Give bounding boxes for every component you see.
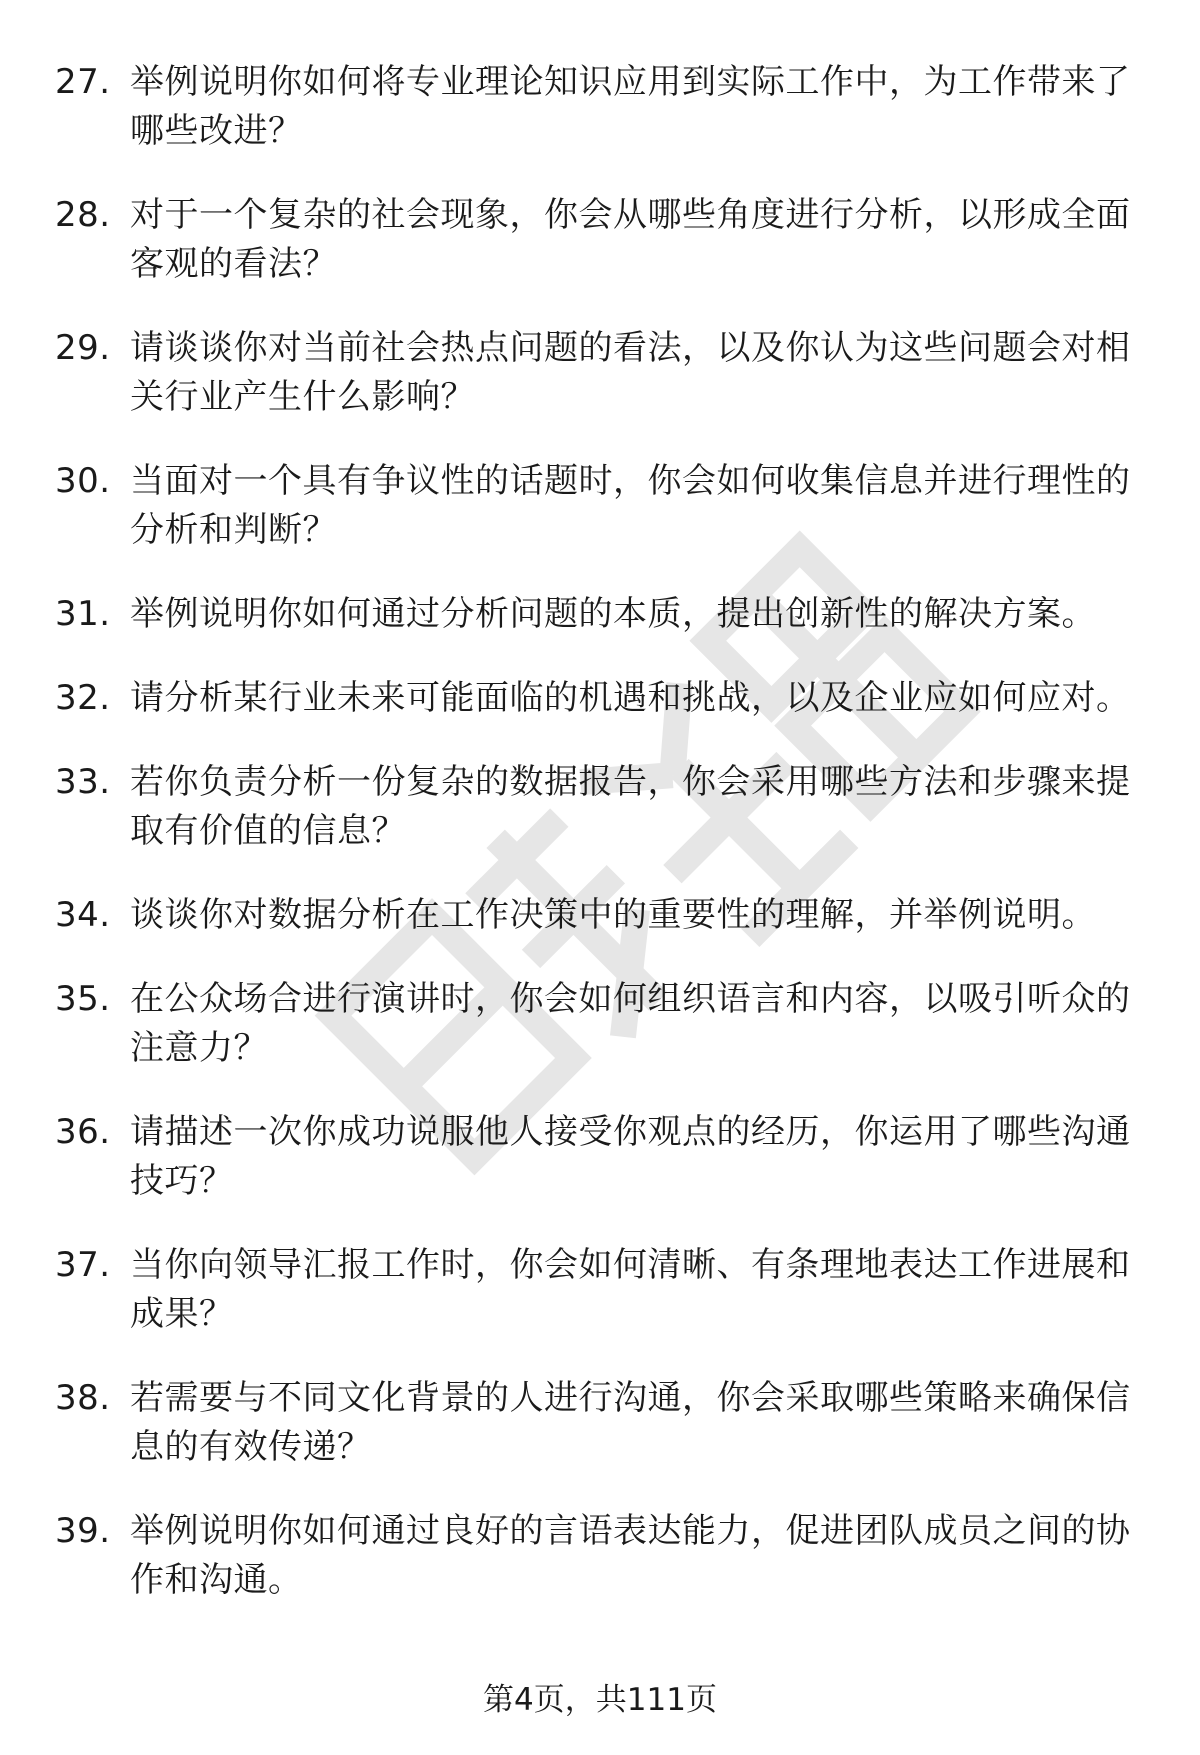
question-text: 当面对一个具有争议性的话题时，你会如何收集信息并进行理性的分析和判断？ xyxy=(130,461,1131,550)
question-text: 请分析某行业未来可能面临的机遇和挑战，以及企业应如何应对。 xyxy=(130,678,1131,718)
question-text: 请谈谈你对当前社会热点问题的看法，以及你认为这些问题会对相关行业产生什么影响？ xyxy=(130,328,1131,417)
question-text: 举例说明你如何通过分析问题的本质，提出创新性的解决方案。 xyxy=(130,594,1096,634)
page-footer: 第4页，共111页 xyxy=(483,1682,717,1718)
question-item xyxy=(0,1507,1200,1605)
question-item xyxy=(0,324,1200,422)
question-text: 谈谈你对数据分析在工作决策中的重要性的理解，并举例说明。 xyxy=(130,895,1096,935)
question-number: 34. xyxy=(55,895,111,935)
question-number: 30. xyxy=(55,461,111,501)
question-item xyxy=(0,758,1200,856)
question-item xyxy=(0,1108,1200,1206)
question-number: 32. xyxy=(55,678,111,718)
question-item xyxy=(0,975,1200,1073)
question-text: 在公众场合进行演讲时，你会如何组织语言和内容，以吸引听众的注意力？ xyxy=(130,979,1131,1068)
question-item xyxy=(0,674,1200,723)
question-number: 29. xyxy=(55,328,111,368)
question-item xyxy=(0,191,1200,289)
question-item xyxy=(0,891,1200,940)
question-text: 举例说明你如何将专业理论知识应用到实际工作中，为工作带来了哪些改进？ xyxy=(130,62,1131,151)
question-number: 36. xyxy=(55,1112,111,1152)
question-item xyxy=(0,1241,1200,1339)
question-text: 当你向领导汇报工作时，你会如何清晰、有条理地表达工作进展和成果？ xyxy=(130,1245,1131,1334)
question-text: 若需要与不同文化背景的人进行沟通，你会采取哪些策略来确保信息的有效传递？ xyxy=(130,1378,1131,1467)
question-number: 33. xyxy=(55,762,111,802)
question-text: 请描述一次你成功说服他人接受你观点的经历，你运用了哪些沟通技巧？ xyxy=(130,1112,1131,1201)
question-number: 37. xyxy=(55,1245,111,1285)
question-item xyxy=(0,590,1200,639)
question-text: 若你负责分析一份复杂的数据报告，你会采用哪些方法和步骤来提取有价值的信息？ xyxy=(130,762,1131,851)
question-item xyxy=(0,457,1200,555)
question-number: 38. xyxy=(55,1378,111,1418)
question-item xyxy=(0,1374,1200,1472)
question-list xyxy=(0,58,1200,1640)
question-text: 举例说明你如何通过良好的言语表达能力，促进团队成员之间的协作和沟通。 xyxy=(130,1511,1131,1600)
question-number: 35. xyxy=(55,979,111,1019)
question-item xyxy=(0,58,1200,156)
question-text: 对于一个复杂的社会现象，你会从哪些角度进行分析，以形成全面客观的看法？ xyxy=(130,195,1131,284)
question-number: 31. xyxy=(55,594,111,634)
question-number: 39. xyxy=(55,1511,111,1551)
question-number: 27. xyxy=(55,62,111,102)
question-number: 28. xyxy=(55,195,111,235)
